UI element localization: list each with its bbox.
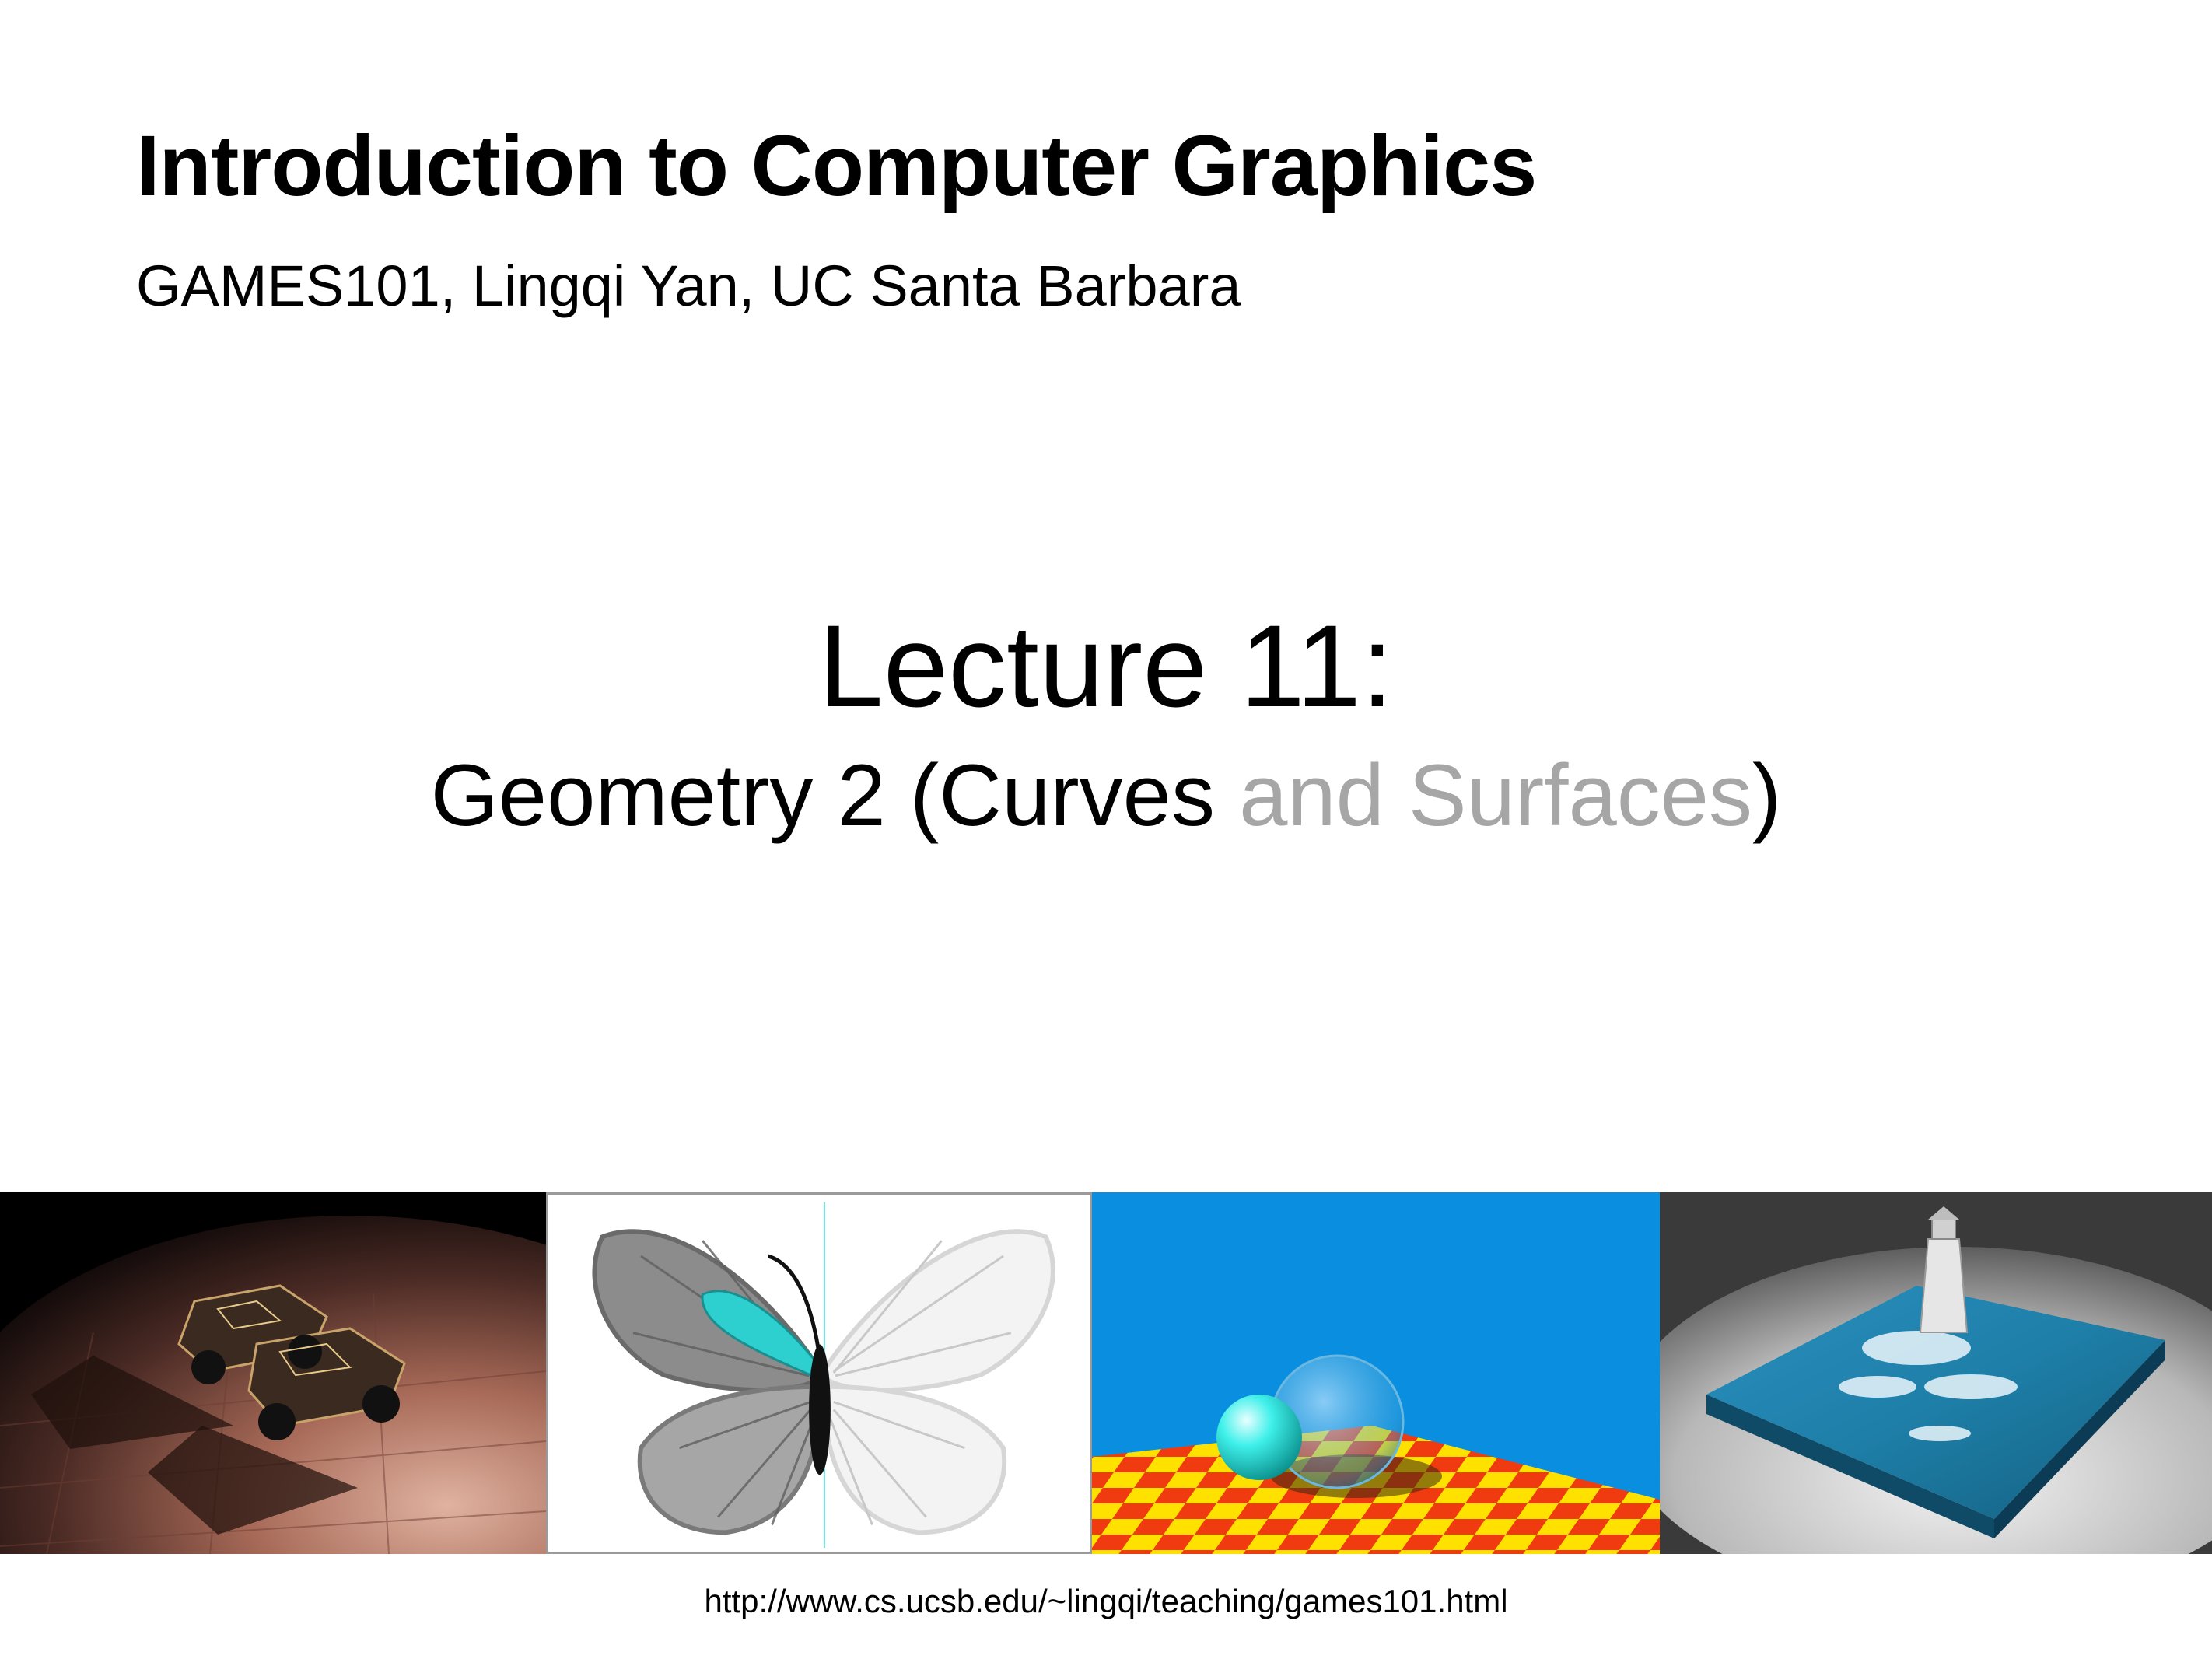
lecture-topic-muted: and Surfaces (1239, 747, 1753, 844)
butterfly-image (546, 1192, 1092, 1554)
course-subtitle: GAMES101, Lingqi Yan, UC Santa Barbara (136, 254, 1241, 318)
toy-cars-image (0, 1192, 546, 1554)
image-strip (0, 1192, 2212, 1554)
lecture-topic-end: ) (1752, 747, 1782, 844)
lecture-topic (0, 745, 2212, 845)
raytraced-spheres-image (1092, 1192, 1660, 1554)
lecture-topic-main: Geometry 2 (Curves (430, 747, 1240, 844)
lecture-number: Lecture 11: (818, 600, 1394, 731)
course-title: Introduction to Computer Graphics (136, 118, 1537, 214)
lighthouse-water-image (1660, 1192, 2212, 1554)
course-url[interactable]: http://www.cs.ucsb.edu/~lingqi/teaching/games101.html (704, 1583, 1508, 1619)
